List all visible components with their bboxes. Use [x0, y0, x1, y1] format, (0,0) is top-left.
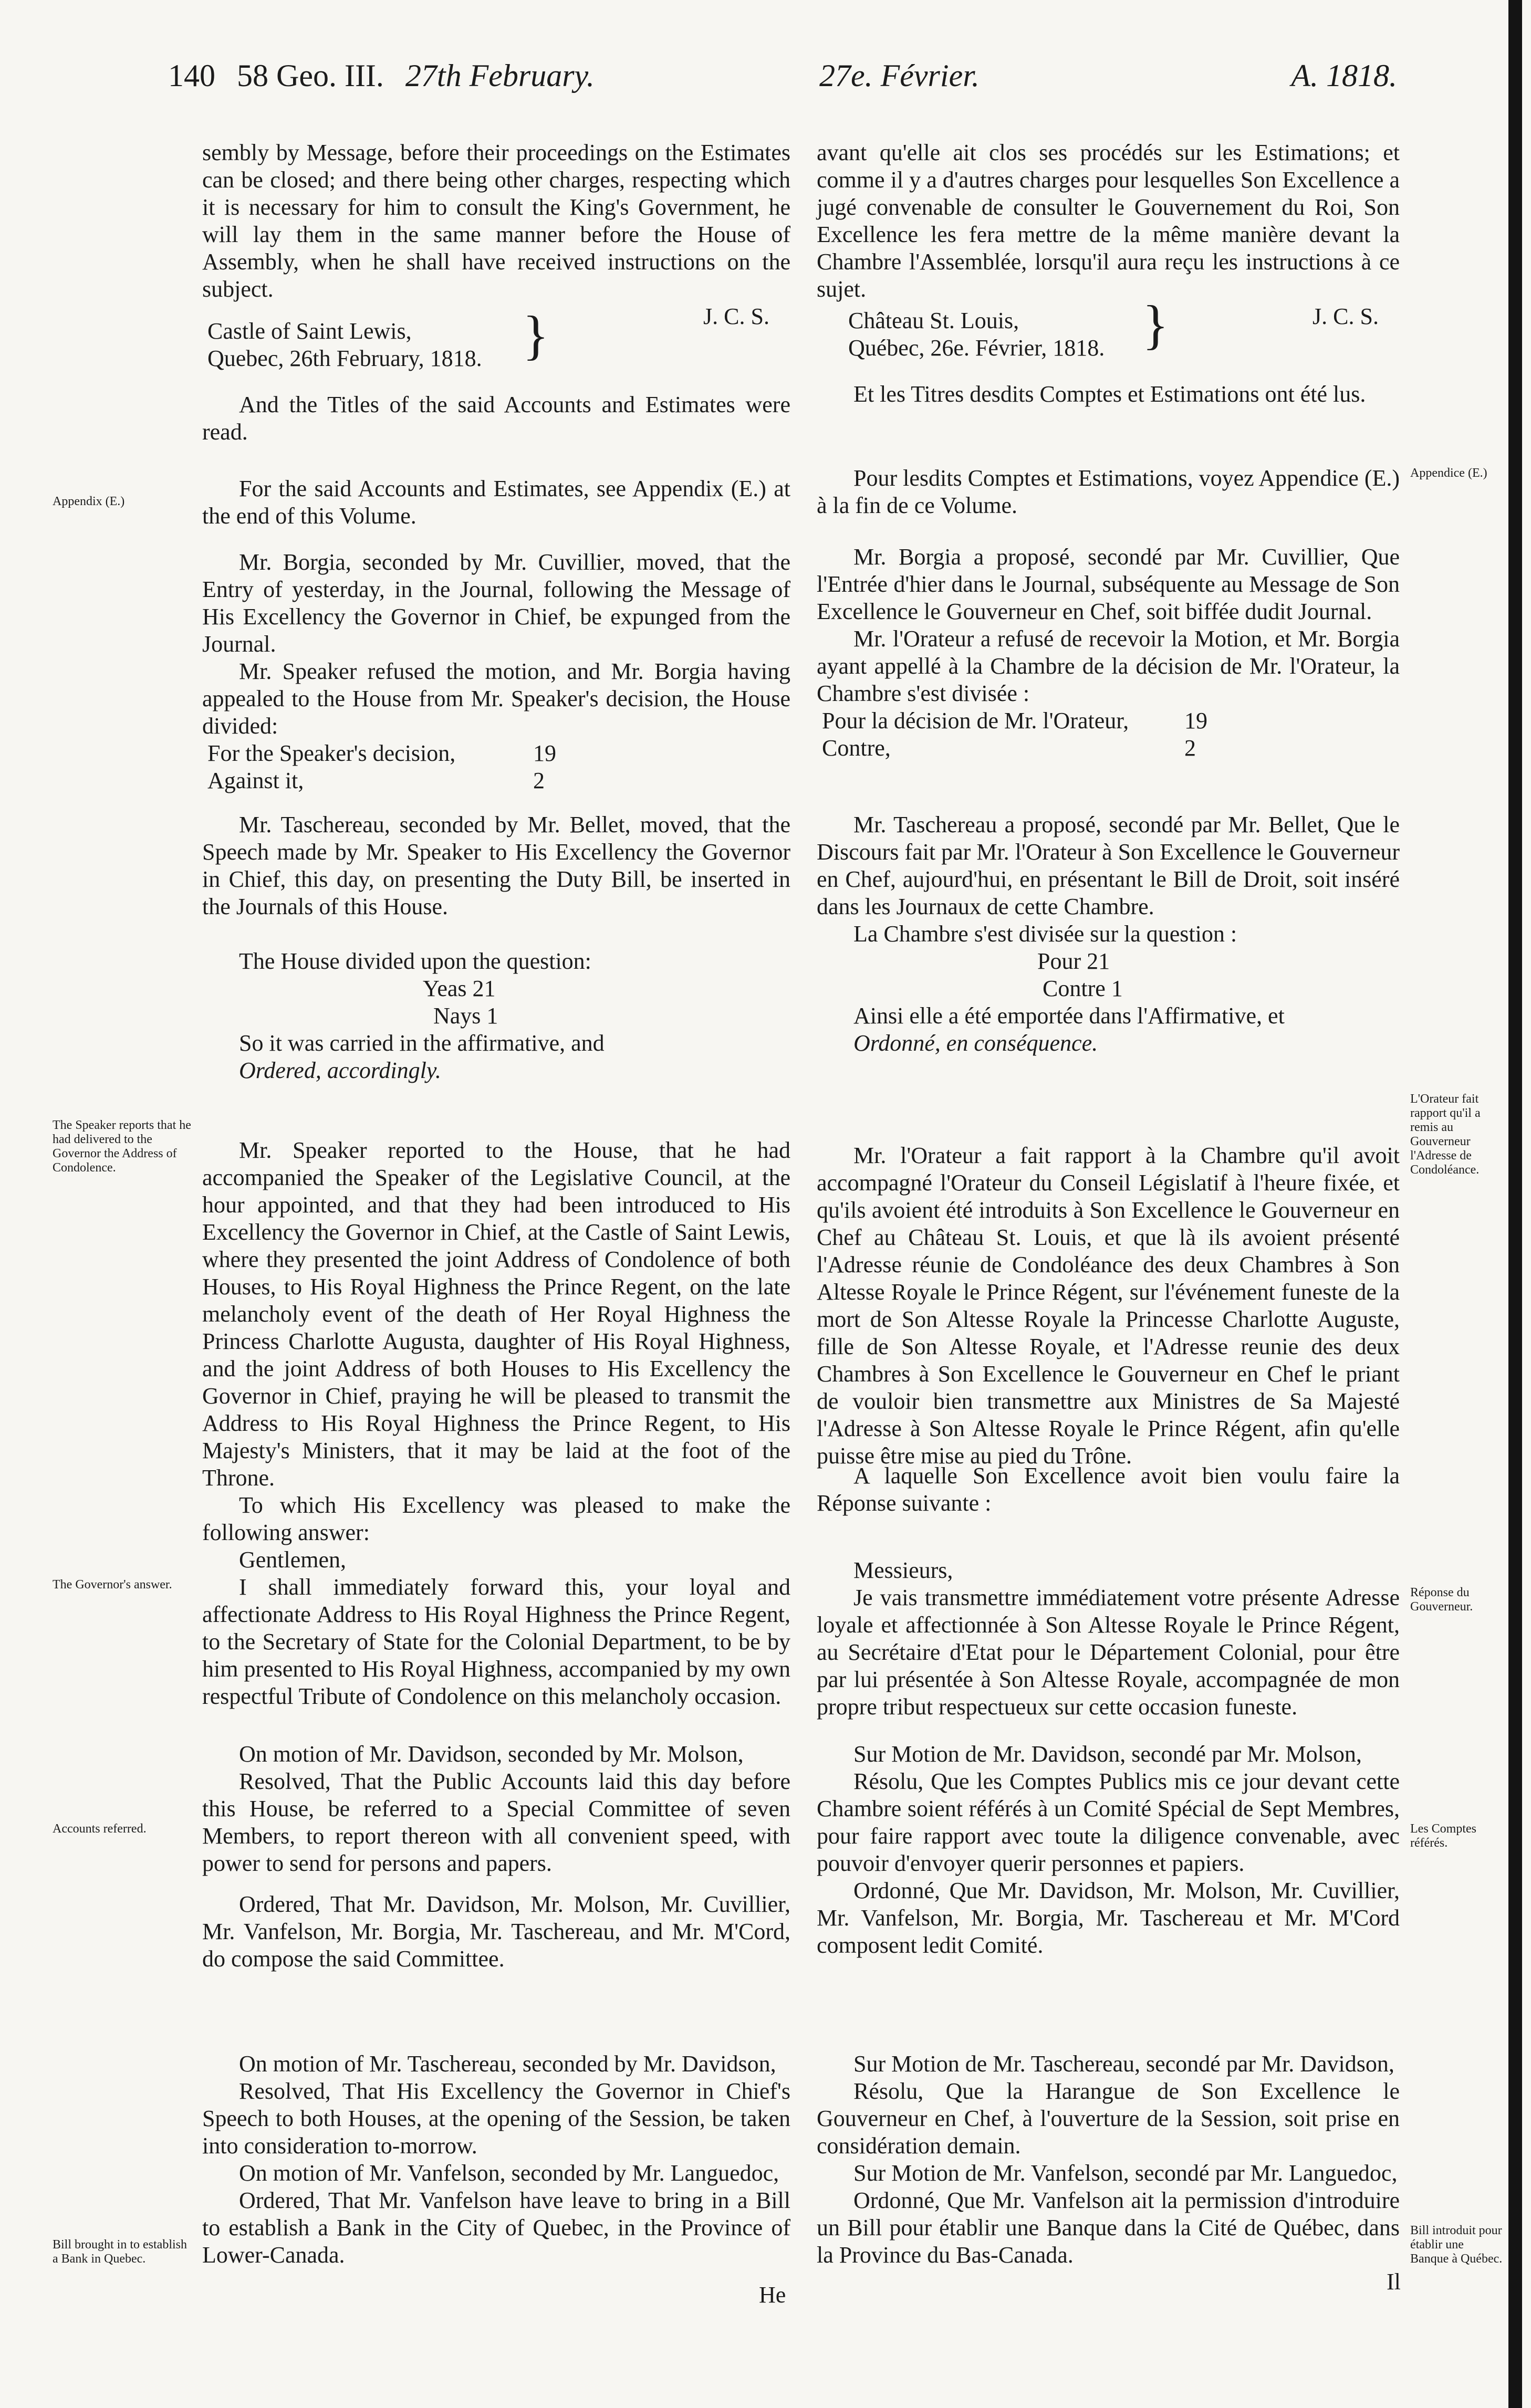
running-header-left	[168, 58, 608, 94]
paragraph-divided: The House divided upon the question:	[239, 948, 591, 974]
brace-fr: }	[1142, 295, 1169, 355]
salutation: Gentlemen,	[239, 1547, 347, 1573]
salutation-fr: Messieurs,	[853, 1557, 953, 1583]
paragraph-taschereau-motion: Mr. Taschereau, seconded by Mr. Bellet, moved, that the Speech made by Mr. Speaker to His Excellency the Governor in Chief, this day, on presenting the Duty Bill, be inserted in the Journals of this House.	[202, 812, 790, 919]
header-date-fr: 27e. Février.	[819, 58, 980, 93]
signature-fr: J. C. S.	[1313, 303, 1379, 329]
vote-for: For the Speaker's decision, 19	[207, 740, 556, 766]
nays-count: Nays 1	[433, 1003, 498, 1029]
margin-note-speaker-reports: The Speaker reports that he had delivered to the Governor the Address of Condolence.	[53, 1118, 191, 1175]
paragraph-appendix-fr: Pour lesdits Comptes et Estimations, voyez Appendice (E.) à la fin de ce Volume.	[817, 465, 1400, 518]
header-date-en: 27th February.	[405, 58, 595, 93]
paragraph-message-end-fr: avant qu'elle ait clos ses procédés sur les Estimations; et comme il y a d'autres charges pour lesquelles Son Excellence a jugé convenable de consulter le Gouvernement du Roi, Son Excellence les fera mettre de la même manière devant la Chambre l'Assemblée, lorsqu'il aura reçu les instructions à ce sujet.	[817, 140, 1400, 302]
paragraph-borgia-motion: Mr. Borgia, seconded by Mr. Cuvillier, moved, that the Entry of yesterday, in the Journal, following the Message of His Excellency the Governor in Chief, be expunged from the Journal.	[202, 549, 790, 657]
paragraph-appendix: For the said Accounts and Estimates, see Appendix (E.) at the end of this Volume.	[202, 476, 790, 529]
paragraph-speaker-refused-fr: Mr. l'Orateur a refusé de recevoir la Motion, et Mr. Borgia ayant appellé à la Chambre de la décision de Mr. l'Orateur, la Chambre s'est divisée :	[817, 626, 1400, 706]
paragraph-davidson-motion: On motion of Mr. Davidson, seconded by Mr. Molson,	[239, 1741, 744, 1767]
paragraph-ordered-committee-fr: Ordonné, Que Mr. Davidson, Mr. Molson, Mr. Cuvillier, Mr. Vanfelson, Mr. Borgia, Mr. Taschereau et Mr. M'Cord composent ledit Comité.	[817, 1878, 1400, 1958]
carried-line: So it was carried in the affirmative, and	[239, 1030, 605, 1056]
paragraph-answer-intro: To which His Excellency was pleased to make the following answer:	[202, 1492, 790, 1545]
ordered-accordingly-fr: Ordonné, en conséquence.	[853, 1030, 1098, 1056]
reign-year: 58 Geo. III.	[237, 58, 384, 93]
yeas-count: Yeas 21	[423, 976, 496, 1001]
header-year: A. 1818.	[1291, 58, 1397, 93]
margin-note-orateur-fait: L'Orateur fait rapport qu'il a remis au Gouverneur l'Adresse de Condoléance.	[1410, 1092, 1481, 1177]
paragraph-speaker-report: Mr. Speaker reported to the House, that he had accompanied the Speaker of the Legislative Council, at the hour appointed, and that they had been introduced to His Excellency the Governor in Chief, at the Castle of Saint Lewis, where they presented the joint Address of Condolence of both Houses, to His Royal Highness the Prince Regent, on the late melancholy event of the death of Her Royal Highness the Princess Charlotte Augusta, daughter of His Royal Highness, and the joint Address of both Houses to His Excellency the Governor in Chief, praying he will be pleased to transmit the Address to His Royal Highness the Prince Regent, to His Majesty's Ministers, that it may be laid at the foot of the Throne.	[202, 1137, 790, 1491]
catchword-en: He	[759, 2282, 786, 2308]
margin-note-comptes-referes: Les Comptes référés.	[1410, 1822, 1476, 1850]
paragraph-vanfelson-motion: On motion of Mr. Vanfelson, seconded by Mr. Languedoc,	[239, 2160, 779, 2186]
margin-note-accounts-referred: Accounts referred.	[53, 1822, 147, 1836]
catchword-fr: Il	[1387, 2269, 1401, 2295]
dateline-place: Castle of Saint Lewis,	[207, 318, 412, 344]
paragraph-governor-answer-fr: Je vais transmettre immédiatement votre présente Adresse loyale et affectionnée à Son Altesse Royale le Prince Régent, au Secrétaire d'Etat pour le Département Colonial, pour être par lui présentée à Son Altesse Royale, accompagnée de mon propre tribut respectueux sur cette occasion funeste.	[817, 1585, 1400, 1720]
margin-note-appendix-right: Appendice (E.)	[1410, 466, 1487, 480]
margin-note-bill-brought-in: Bill brought in to establish a Bank in Quebec.	[53, 2238, 187, 2266]
paragraph-titles: And the Titles of the said Accounts and Estimates were read.	[202, 392, 790, 445]
margin-note-reponse: Réponse du Gouverneur.	[1410, 1586, 1473, 1614]
paragraph-governor-answer: I shall immediately forward this, your loyal and affectionate Address to His Royal Highness the Prince Regent, to the Secretary of State for the Colonial Department, to be by him presented to His Royal Highness, accompanied by my own respectful Tribute of Condolence on this melancholy occasion.	[202, 1574, 790, 1709]
paragraph-vanfelson-motion-fr: Sur Motion de Mr. Vanfelson, secondé par Mr. Languedoc,	[853, 2160, 1398, 2186]
paragraph-davidson-motion-fr: Sur Motion de Mr. Davidson, secondé par Mr. Molson,	[853, 1741, 1362, 1767]
vote-against-fr: Contre, 2	[822, 735, 1196, 761]
paragraph-resolved-accounts-fr: Résolu, Que les Comptes Publics mis ce jour devant cette Chambre soient référés à un Comité Spécial de Sept Membres, pour faire rapport avec toute la diligence convenable, avec pouvoir d'envoyer querir personnes et papiers.	[817, 1768, 1400, 1876]
paragraph-taschereau-motion2-fr: Sur Motion de Mr. Taschereau, secondé par Mr. Davidson,	[853, 2051, 1394, 2077]
dateline-date-fr: Québec, 26e. Février, 1818.	[848, 335, 1105, 361]
dateline-place-fr: Château St. Louis,	[848, 308, 1019, 333]
paragraph-ordered-committee: Ordered, That Mr. Davidson, Mr. Molson, Mr. Cuvillier, Mr. Vanfelson, Mr. Borgia, Mr. Taschereau, and Mr. M'Cord, do compose the said Committee.	[202, 1891, 790, 1972]
page-number: 140	[168, 58, 215, 93]
margin-note-governor-answer: The Governor's answer.	[53, 1578, 172, 1592]
ordered-accordingly: Ordered, accordingly.	[239, 1058, 441, 1083]
paragraph-answer-intro-fr: A laquelle Son Excellence avoit bien voulu faire la Réponse suivante :	[817, 1463, 1400, 1516]
paragraph-resolved-accounts: Resolved, That the Public Accounts laid this day before this House, be referred to a Special Committee of seven Members, to report thereon with all convenient speed, with power to send for persons and papers.	[202, 1768, 790, 1876]
signature: J. C. S.	[703, 303, 769, 329]
brace: }	[523, 305, 549, 365]
paragraph-resolved-speech-fr: Résolu, Que la Harangue de Son Excellence le Gouverneur en Chef, à l'ouverture de la Session, soit prise en considération demain.	[817, 2078, 1400, 2159]
paragraph-taschereau-motion2: On motion of Mr. Taschereau, seconded by Mr. Davidson,	[239, 2051, 776, 2077]
carried-line-fr: Ainsi elle a été emportée dans l'Affirmative, et	[853, 1003, 1285, 1029]
margin-note-bill-introduit: Bill introduit pour établir une Banque à Québec.	[1410, 2224, 1503, 2266]
paragraph-speaker-report-fr: Mr. l'Orateur a fait rapport à la Chambre qu'il avoit accompagné l'Orateur du Conseil Législatif à l'heure fixée, et qu'ils avoient été introduits à Son Excellence le Gouverneur en Chef au Château St. Louis, et que là ils avoient présenté l'Adresse réunie de Condoléance des deux Chambres à Son Altesse Royale le Prince Régent, sur l'événement funeste de la mort de Son Altesse Royale la Princesse Charlotte Auguste, fille de Son Altesse Royale, et l'Adresse reunie des deux Chambres à Son Excellence le Gouverneur en Chef le priant de vouloir bien transmettre aux Ministres de Sa Majesté l'Adresse à Son Altesse Royale le Prince Régent, afin qu'elle puisse être mise au pied du Trône.	[817, 1143, 1400, 1469]
paragraph-borgia-motion-fr: Mr. Borgia a proposé, secondé par Mr. Cuvillier, Que l'Entrée d'hier dans le Journal, subséquente au Message de Son Excellence le Gouverneur en Chef, soit biffée dudit Journal.	[817, 544, 1400, 624]
paragraph-message-end: sembly by Message, before their proceedings on the Estimates can be closed; and there being other charges, respecting which it is necessary for him to consult the King's Government, he will lay them in the same manner before the House of Assembly, when he shall have received instructions on the subject.	[202, 140, 790, 302]
running-header-right	[819, 58, 1397, 94]
nays-count-fr: Contre 1	[1043, 976, 1123, 1001]
vote-for-fr: Pour la décision de Mr. l'Orateur, 19	[822, 708, 1207, 734]
paragraph-ordered-bill-fr: Ordonné, Que Mr. Vanfelson ait la permission d'introduire un Bill pour établir une Banque dans la Cité de Québec, dans la Province du Bas-Canada.	[817, 2187, 1400, 2268]
paragraph-divided-fr: La Chambre s'est divisée sur la question :	[853, 921, 1237, 947]
paragraph-resolved-speech: Resolved, That His Excellency the Governor in Chief's Speech to both Houses, at the opening of the Session, be taken into consideration to-morrow.	[202, 2078, 790, 2159]
paragraph-ordered-bill: Ordered, That Mr. Vanfelson have leave to bring in a Bill to establish a Bank in the City of Quebec, in the Province of Lower-Canada.	[202, 2187, 790, 2268]
page-edge-bar	[1508, 0, 1522, 2408]
paragraph-speaker-refused: Mr. Speaker refused the motion, and Mr. Borgia having appealed to the House from Mr. Speaker's decision, the House divided:	[202, 658, 790, 739]
dateline-fr	[848, 295, 1400, 362]
paragraph-titles-fr: Et les Titres desdits Comptes et Estimations ont été lus.	[853, 381, 1366, 407]
margin-note-appendix-left: Appendix (E.)	[53, 495, 125, 508]
dateline-date: Quebec, 26th February, 1818.	[207, 346, 482, 371]
paragraph-taschereau-motion-fr: Mr. Taschereau a proposé, secondé par Mr. Bellet, Que le Discours fait par Mr. l'Orateur à Son Excellence le Gouverneur en Chef, aujourd'hui, en présentant le Bill de Droit, soit inséré dans les Journaux de cette Chambre.	[817, 812, 1400, 919]
yeas-count-fr: Pour 21	[1037, 948, 1110, 974]
vote-against: Against it, 2	[207, 768, 545, 793]
